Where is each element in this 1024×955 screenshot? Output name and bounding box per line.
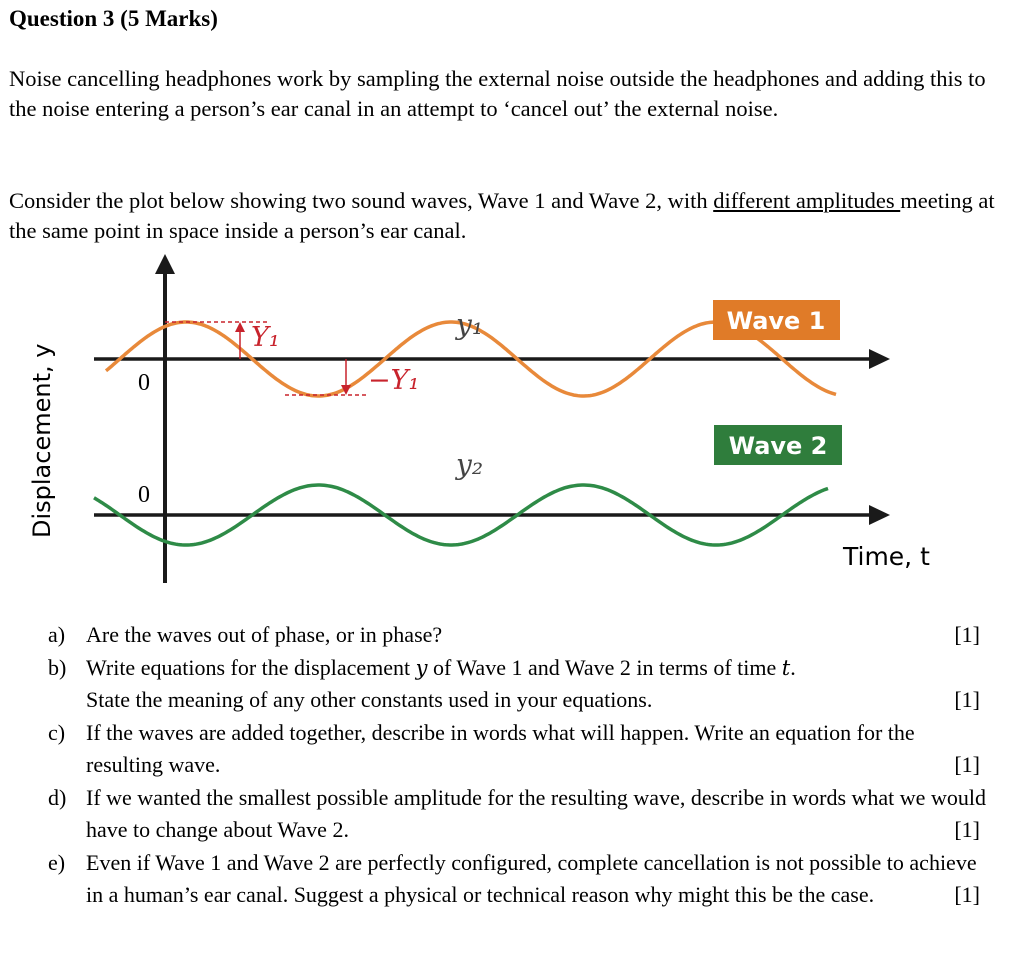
question-heading: Question 3 (5 Marks) — [9, 6, 218, 31]
question-item-a — [48, 619, 988, 652]
question-text — [86, 847, 988, 912]
wave-figure — [0, 248, 1024, 598]
wave1-symbol: y₁ — [456, 308, 484, 341]
marks-label: [1] — [954, 882, 980, 907]
consider-text-after: meeting at the same point in space inside a person’s ear canal. — [9, 188, 995, 243]
wave2-badge-label: Wave 2 — [728, 432, 828, 460]
marks-label: [1] — [954, 817, 980, 842]
question-item-d — [48, 782, 988, 847]
question-item-c — [48, 717, 988, 782]
question-label: b) — [48, 654, 67, 680]
question-text — [86, 619, 988, 652]
amplitude-pos-label: Y₁ — [251, 322, 280, 353]
x-axis-label: Time, t — [843, 542, 930, 571]
amplitude-pos-arrowhead-icon — [235, 322, 245, 332]
zero-label-wave2: 0 — [138, 482, 150, 508]
question-c-text: If the waves are added together, describe in words what will happen. Write an equation for the resulting wave. — [86, 719, 915, 777]
x-axis-wave1-arrow-icon — [869, 349, 890, 369]
question-b-text-3: State the meaning of any other constants used in your equations. — [86, 687, 653, 712]
consider-text-before: Consider the plot below showing two sound waves, Wave 1 and Wave 2, with — [9, 188, 714, 213]
question-text — [86, 782, 988, 847]
question-b-period: . — [790, 654, 796, 680]
question-d-text: If we wanted the smallest possible amplitude for the resulting wave, describe in words what we would have to change about Wave 2. — [86, 784, 986, 842]
question-label: e) — [48, 849, 66, 875]
question-b-text-1: Write equations for the displacement — [86, 654, 416, 680]
question-label: c) — [48, 719, 66, 745]
question-item-e — [48, 847, 988, 912]
symbol-t: t — [781, 655, 791, 680]
question-text — [86, 717, 988, 782]
y-axis-label: Displacement, y — [28, 343, 56, 538]
consider-paragraph — [9, 186, 999, 246]
question-label: a) — [48, 622, 66, 647]
question-a-text: Are the waves out of phase, or in phase? — [86, 622, 443, 647]
intro-paragraph: Noise cancelling headphones work by sampling the external noise outside the headphones and adding this to the noise entering a person’s ear canal in an attempt to ‘cancel out’ the external noise. — [9, 66, 986, 121]
y-axis-arrow-icon — [155, 254, 175, 274]
question-b-text-2: of Wave 1 and Wave 2 in terms of time — [427, 654, 782, 680]
wave2-symbol: y₂ — [456, 448, 484, 481]
symbol-y: y — [415, 655, 428, 680]
marks-label: [1] — [954, 752, 980, 777]
question-item-b — [48, 652, 988, 717]
zero-label-wave1: 0 — [138, 370, 150, 396]
question-label: d) — [48, 784, 67, 810]
marks-label: [1] — [954, 687, 980, 712]
x-axis-wave2-arrow-icon — [869, 505, 890, 525]
question-list — [48, 619, 988, 912]
amplitude-neg-label: −Y₁ — [368, 365, 420, 396]
marks-label: [1] — [954, 622, 980, 647]
question-e-text: Even if Wave 1 and Wave 2 are perfectly configured, complete cancellation is not possible to achieve in a human’s ear canal. Suggest a physical or technical reason why might this be the case. — [86, 849, 977, 907]
consider-text-underlined: different amplitudes — [713, 188, 901, 213]
wave1-badge-label: Wave 1 — [726, 307, 826, 335]
question-text — [86, 652, 988, 717]
